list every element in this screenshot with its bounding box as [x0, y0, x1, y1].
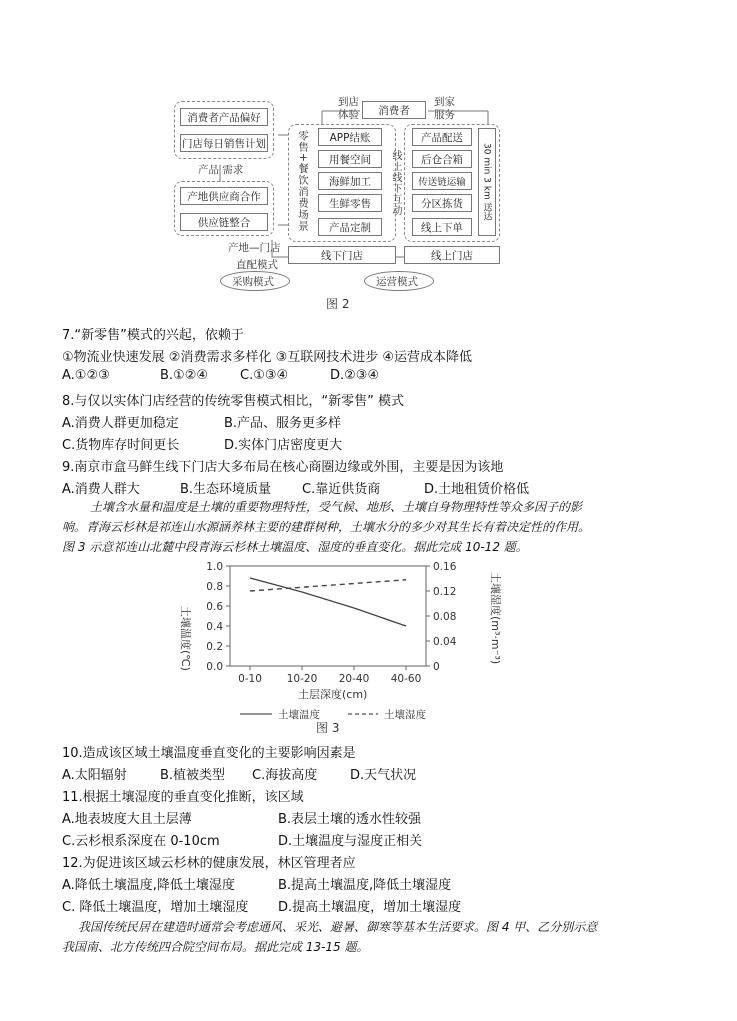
- ops-mode-label: 运营模式: [376, 276, 418, 288]
- q10-option-c: C.海拔高度: [252, 768, 318, 783]
- q12-stem: 12.为促进该区域云杉林的健康发展，林区管理者应: [62, 856, 356, 871]
- q10-option-a: A.太阳辐射: [62, 768, 127, 783]
- purchase-mode-label: 采购模式: [232, 276, 274, 288]
- moisture-line: [250, 580, 406, 591]
- q11-option-b: B.表层土壤的透水性较强: [278, 812, 422, 827]
- q8-option-d: D.实体门店密度更大: [224, 438, 343, 453]
- x-tick-label: 40-60: [390, 673, 422, 685]
- scene-item-5: 产品定制: [318, 218, 382, 236]
- passage-2-line-1: 我国传统民居在建造时通常会考虑通风、采光、避暑、御寒等基本生活要求。图 4 甲、乙分别示意: [78, 920, 598, 934]
- right-tick-label: 0.12: [433, 586, 457, 598]
- q9-stem: 9.南京市盒马鲜生线下门店大多布局在核心商圈边缘或外围，主要是因为该地: [62, 460, 504, 475]
- online-offline-label: 线上线下互动: [390, 150, 401, 216]
- q8-stem: 8.与仅以实体门店经营的传统零售模式相比，“新零售” 模式: [62, 394, 405, 409]
- purchase-item-4: 供应链整合: [180, 213, 268, 231]
- x-axis-title: 土层深度(cm): [298, 688, 368, 701]
- passage-1-line-3: 图 3 示意祁连山北麓中段青海云杉林土壤温度、湿度的垂直变化。据此完成 10-12 题。: [62, 540, 528, 554]
- left-axis-title: 土壤温度(℃): [179, 606, 192, 671]
- online-item-5: 线上下单: [412, 218, 472, 236]
- purchase-bottom-label-1: 产地—门店: [228, 242, 281, 254]
- q11-stem: 11.根据土壤湿度的垂直变化推断，该区域: [62, 790, 304, 805]
- q11-option-c: C.云杉根系深度在 0-10cm: [62, 834, 220, 849]
- left-tick-label: 0.4: [206, 621, 223, 633]
- left-tick-label: 1.0: [206, 561, 223, 573]
- q7-option-a: A.①②③: [62, 368, 110, 383]
- q8-option-a: A.消费人群更加稳定: [62, 416, 179, 431]
- purchase-flow-label: 产品 需求: [198, 164, 244, 176]
- x-tick-label: 0-10: [238, 673, 262, 685]
- legend-label-temperature: 土壤温度: [278, 709, 320, 721]
- right-tick-label: 0.04: [433, 636, 457, 648]
- q12-option-b: B.提高土壤温度,降低土壤湿度: [278, 878, 452, 893]
- passage-1-line-1: 土壤含水量和温度是土壤的重要物理特性，受气候、地形、土壤自身物理特性等众多因子的影: [90, 500, 583, 514]
- online-item-2: 后仓合箱: [412, 150, 472, 168]
- scene-item-2: 用餐空间: [318, 150, 382, 168]
- figure-3-chart: [170, 554, 500, 734]
- q7-items: ①物流业快速发展 ②消费需求多样化 ③互联网技术进步 ④运营成本降低: [62, 350, 473, 365]
- x-tick-label: 20-40: [338, 673, 370, 685]
- left-tick-label: 0.2: [206, 641, 223, 653]
- scene-item-1: APP结账: [318, 128, 382, 146]
- chart-marks: [250, 578, 406, 626]
- x-tick-label: 10-20: [286, 673, 318, 685]
- online-item-1: 产品配送: [412, 128, 472, 146]
- q9-option-c: C.靠近供货商: [302, 482, 381, 497]
- q7-stem: 7.“新零售”模式的兴起，依赖于: [62, 328, 244, 343]
- q7-option-c: C.①③④: [240, 368, 289, 383]
- consumer-box: 消费者: [362, 101, 426, 119]
- passage-1-line-2: 响。青海云杉林是祁连山水源涵养林主要的建群树种，土壤水分的多少对其生长有着决定性的作用。: [62, 520, 591, 534]
- purchase-item-3: 产地供应商合作: [180, 187, 268, 205]
- q11-option-d: D.土壤温度与湿度正相关: [278, 834, 423, 849]
- scene-item-4: 生鲜零售: [318, 194, 382, 212]
- scene-item-3: 海鲜加工: [318, 172, 382, 190]
- left-tick-label: 0.8: [206, 581, 223, 593]
- q12-option-d: D.提高土壤温度，增加土壤湿度: [278, 900, 462, 915]
- figure-2-caption: 图 2: [326, 297, 350, 311]
- right-tick-label: 0.16: [433, 561, 457, 573]
- figure-3-caption: 图 3: [316, 721, 340, 735]
- legend-label-moisture: 土壤湿度: [384, 709, 426, 721]
- q12-option-a: A.降低土壤温度,降低土壤湿度: [62, 878, 235, 893]
- q7-option-b: B.①②④: [160, 368, 209, 383]
- q9-option-a: A.消费人群大: [62, 482, 140, 497]
- q11-option-a: A.地表坡度大且土层薄: [62, 812, 192, 827]
- right-axis-title: 土壤湿度(m³·m⁻³): [489, 572, 502, 665]
- online-item-3: 传送链运输: [412, 172, 472, 190]
- temperature-line: [250, 578, 406, 626]
- q12-option-c: C. 降低土壤温度，增加土壤湿度: [62, 900, 249, 915]
- q8-option-c: C.货物库存时间更长: [62, 438, 180, 453]
- to-home-label: 到家 服务: [434, 96, 455, 121]
- online-item-4: 分区拣货: [412, 194, 472, 212]
- scene-label: 零售+餐饮消费场景: [297, 130, 309, 232]
- right-tick-label: 0: [433, 661, 440, 673]
- purchase-item-1: 消费者产品偏好: [180, 108, 268, 126]
- delivery-box: 30 min 3 km 送达: [478, 128, 496, 236]
- left-tick-label: 0.6: [206, 601, 223, 613]
- q10-option-b: B.植被类型: [160, 768, 226, 783]
- offline-store-box: 线下门店: [288, 246, 396, 264]
- to-store-label: 到店 体验: [338, 96, 359, 121]
- left-tick-label: 0.0: [206, 661, 223, 673]
- q9-option-b: B.生态环境质量: [180, 482, 272, 497]
- online-store-box: 线上门店: [404, 246, 500, 264]
- purchase-bottom-label-2: 直配模式: [236, 259, 278, 271]
- q10-option-d: D.天气状况: [350, 768, 417, 783]
- passage-2-line-2: 我国南、北方传统四合院空间布局。据此完成 13-15 题。: [62, 940, 369, 954]
- purchase-item-2: 门店每日销售计划: [180, 134, 268, 152]
- q10-stem: 10.造成该区域土壤温度垂直变化的主要影响因素是: [62, 746, 356, 761]
- q7-option-d: D.②③④: [330, 368, 380, 383]
- q9-option-d: D.土地租赁价格低: [424, 482, 530, 497]
- chart-axes: [206, 561, 456, 685]
- right-tick-label: 0.08: [433, 611, 457, 623]
- q8-option-b: B.产品、服务更多样: [224, 416, 342, 431]
